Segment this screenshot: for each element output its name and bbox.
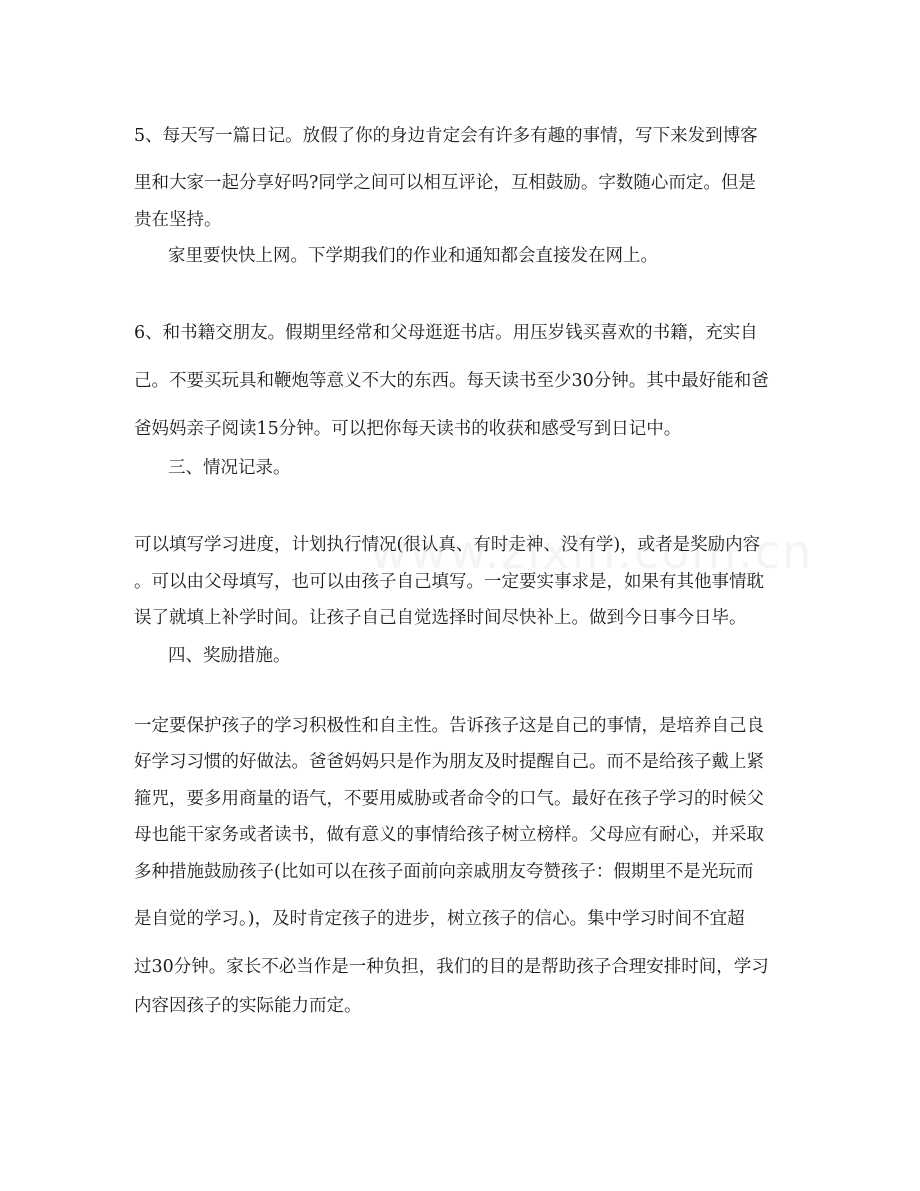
- text-line: 误了就填上补学时间。让孩子自己自觉选择时间尽快补上。做到今日事今日毕。: [134, 608, 747, 628]
- text-line: 贵在坚持。: [134, 210, 222, 230]
- text-line: 5、每天写一篇日记。放假了你的身边肯定会有许多有趣的事情，写下来发到博客: [134, 126, 758, 146]
- text-line: 6、和书籍交朋友。假期里经常和父母逛逛书店。用压岁钱买喜欢的书籍，充实自: [134, 323, 758, 343]
- section-heading: 三、情况记录。: [168, 458, 291, 478]
- text-line: 己。不要买玩具和鞭炮等意义不大的东西。每天读书至少30分钟。其中最好能和爸: [134, 371, 769, 391]
- text-line: 是自觉的学习。)，及时肯定孩子的进步，树立孩子的信心。集中学习时间不宜超: [134, 909, 745, 929]
- text-line: 过30分钟。家长不必当作是一种负担，我们的目的是帮助孩子合理安排时间，学习: [134, 957, 769, 977]
- text-line: 箍咒，要多用商量的语气，不要用威胁或者命令的口气。最好在孩子学习的时候父: [134, 789, 764, 809]
- text-line: 。可以由父母填写，也可以由孩子自己填写。一定要实事求是，如果有其他事情耽: [134, 572, 764, 592]
- text-line: 一定要保护孩子的学习积极性和自主性。告诉孩子这是自己的事情，是培养自己良: [134, 716, 764, 736]
- section-heading: 四、奖励措施。: [168, 646, 291, 666]
- text-line: 家里要快快上网。下学期我们的作业和通知都会直接发在网上。: [168, 246, 658, 266]
- text-line: 母也能干家务或者读书，做有意义的事情给孩子树立榜样。父母应有耐心，并采取: [134, 825, 764, 845]
- text-line: 好学习习惯的好做法。爸爸妈妈只是作为朋友及时提醒自己。而不是给孩子戴上紧: [134, 752, 764, 772]
- text-line: 可以填写学习进度，计划执行情况(很认真、有时走神、没有学)，或者是奖励内容: [134, 535, 761, 555]
- text-line: 多种措施鼓励孩子(比如可以在孩子面前向亲戚朋友夸赞孩子：假期里不是光玩而: [134, 862, 754, 882]
- text-line: 内容因孩子的实际能力而定。: [134, 996, 362, 1016]
- text-line: 里和大家一起分享好吗?同学之间可以相互评论，互相鼓励。字数随心而定。但是: [134, 173, 756, 193]
- text-line: 爸妈妈亲子阅读15分钟。可以把你每天读书的收获和感受写到日记中。: [134, 419, 682, 439]
